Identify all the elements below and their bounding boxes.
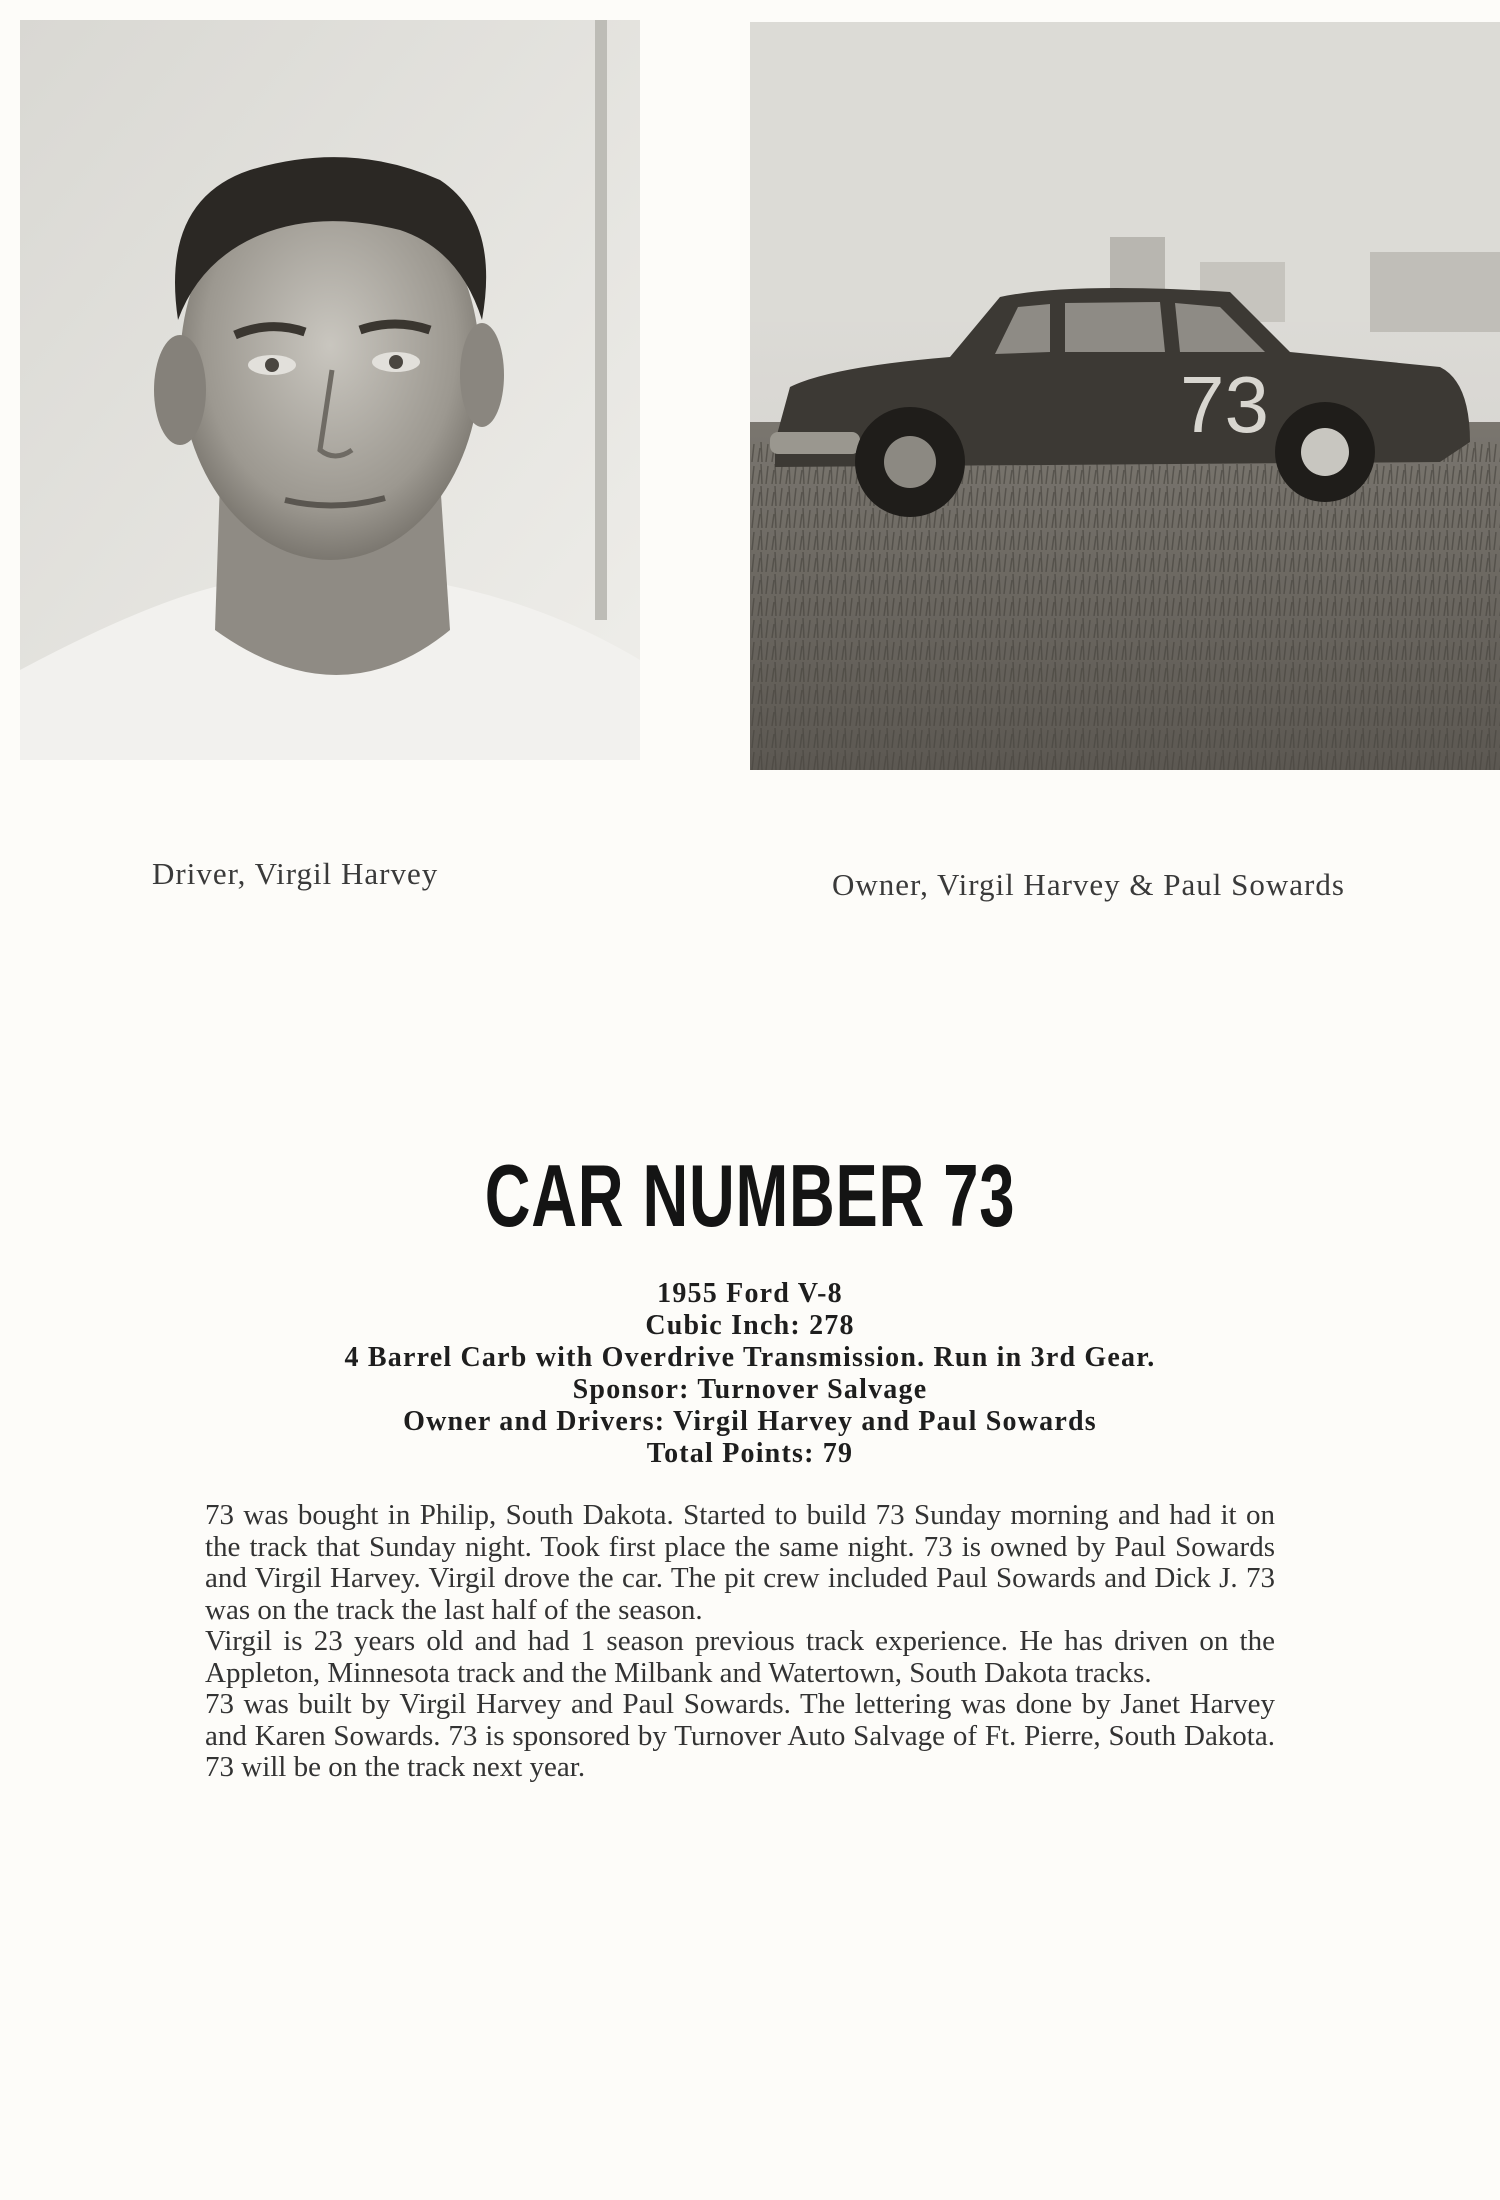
spec-sponsor: Sponsor: Turnover Salvage [572,1374,928,1405]
page-title: CAR NUMBER 73 [484,1146,1016,1245]
spec-cubic-inch: Cubic Inch: 278 [645,1310,855,1341]
story-paragraph: Virgil is 23 years old and had 1 season previous track experience. He has driven on the Appleton, Minnesota track and the Milbank and Watertown, South Dakota tracks. [205,1625,1275,1689]
car-story [205,1500,1275,1784]
driver-photo [20,20,640,760]
spec-owner-drivers: Owner and Drivers: Virgil Harvey and Paul Sowards [403,1406,1097,1437]
spec-total-points: Total Points: 79 [646,1438,854,1469]
story-paragraph: 73 was built by Virgil Harvey and Paul Sowards. The lettering was done by Janet Harvey and Karen Sowards. 73 is sponsored by Turnover Auto Salvage of Ft. Pierre, South Dakota. 73 will be on the track next year. [205,1688,1275,1783]
race-car-photo [750,22,1500,770]
driver-caption: Driver, Virgil Harvey [152,856,439,891]
spec-engine: 1955 Ford V-8 [657,1278,843,1309]
story-paragraph: 73 was bought in Philip, South Dakota. Started to build 73 Sunday morning and had it on the track that Sunday night. Took first place the same night. 73 is owned by Paul Sowards and Virgil Harvey. Virgil drove the car. The pit crew included Paul Sowards and Dick J. 73 was on the track the last half of the season. [205,1499,1275,1626]
car-specs [0,1278,1500,1470]
spec-carb-transmission: 4 Barrel Carb with Overdrive Transmission. Run in 3rd Gear. [344,1342,1156,1373]
owner-caption: Owner, Virgil Harvey & Paul Sowards [832,867,1345,902]
car-number-lettering: 73 [1180,360,1269,449]
